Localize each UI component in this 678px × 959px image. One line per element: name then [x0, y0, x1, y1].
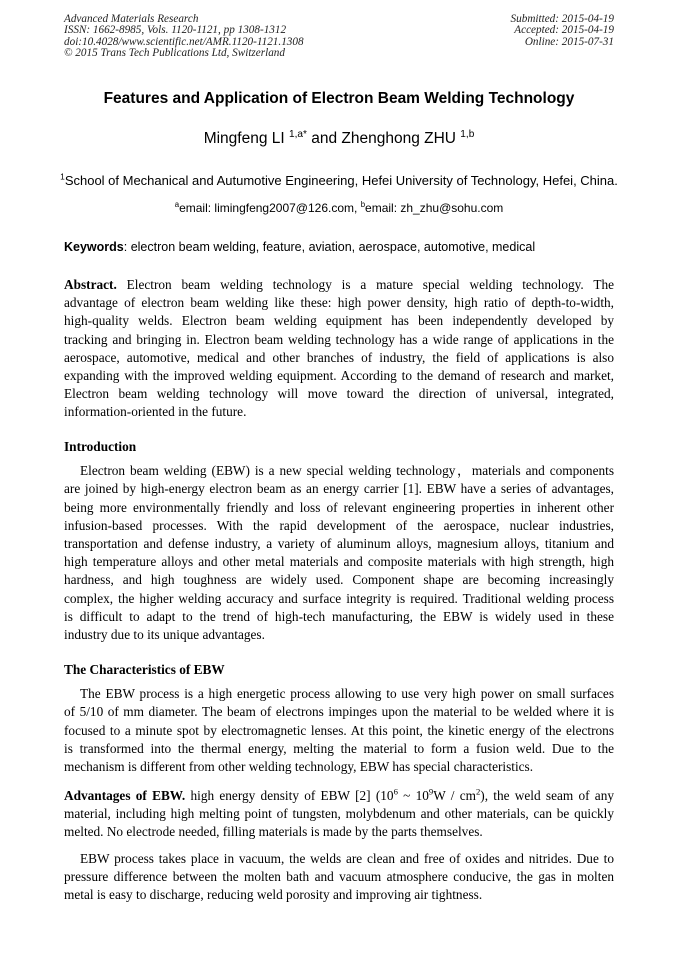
advantages-line [64, 787, 614, 805]
email-b: email: zh_zhu@sohu.com [365, 201, 504, 215]
vacuum-line: pressure difference between the molten bath and vacuum atmosphere conducive, the gas in molten [64, 869, 614, 885]
sup: 2 [475, 786, 481, 797]
introduction-section [64, 438, 614, 644]
vacuum-paragraph [64, 850, 614, 905]
keywords-label: Keywords [64, 240, 124, 254]
keywords [64, 238, 614, 256]
introduction-heading: Introduction [64, 439, 137, 454]
author-2: Zhenghong ZHU [341, 130, 456, 147]
intro-line: industry due to its unique advantages. [64, 627, 265, 643]
intro-line: transportation and defense industry, a variety of aluminum alloys, magnesium alloys, titanium and [64, 536, 614, 552]
vacuum-line: EBW process takes place in vacuum, the welds are clean and free of oxides and nitrides. Due to [80, 851, 614, 866]
abstract-line: aerospace, automotive, medical and other branches of industry, the field of applications is also [64, 349, 614, 365]
issn: ISSN: 1662-8985, Vols. 1120-1121, pp 1308-1312 [64, 24, 287, 37]
and-text: and [306, 130, 342, 147]
author-2-sup: 1,b [460, 128, 475, 140]
sup: 9 [428, 786, 434, 797]
abstract [64, 276, 614, 422]
abstract-line: advantage of electron beam welding like these: high power density, high ratio of depth-to-width, [64, 295, 614, 311]
intro-line: being more environmentally friendly and loss of relevant engineering properties in inherent other [64, 499, 614, 515]
adv-text: high energy density of EBW [2] (10 [185, 788, 394, 803]
affiliation-text: School of Mechanical and Autumotive Engineering, Hefei University of Technology, Hefei, China. [64, 173, 618, 188]
author-1: Mingfeng LI [203, 130, 285, 147]
char-line: is transformed into the thermal energy, melting the material to form a fusion weld. Due to the [64, 740, 614, 756]
journal-name: Advanced Materials Research [64, 13, 199, 25]
email-b-sup: b [360, 200, 366, 209]
emails [0, 201, 678, 215]
intro-line: hardness, and high toughness are widely used. Component shape are becoming increasingly [64, 572, 614, 588]
affiliation [0, 173, 678, 188]
characteristics-section [64, 661, 614, 776]
advantages-paragraph [64, 787, 614, 842]
advantages-line: material, including high melting point of tungsten, molybdenum and other materials, can be quickly [64, 806, 614, 822]
adv-text: ~ 10 [397, 788, 429, 803]
doi: doi:10.4028/www.scientific.net/AMR.1120-1121.1308 [64, 35, 304, 48]
online-date: Online: 2015-07-31 [524, 35, 614, 48]
abstract-line: expanding with the improved welding equipment. According to the demand of research and market, [64, 368, 614, 384]
sup: 6 [393, 786, 398, 797]
char-line: of 5/10 of mm diameter. The beam of electrons impinges upon the material to be welded where it is [64, 704, 614, 720]
authors [0, 130, 678, 148]
abstract-line: Electron beam welding technology will move toward the direction of universal, integrated, [64, 386, 614, 402]
characteristics-heading: The Characteristics of EBW [64, 662, 225, 677]
intro-line: high temperature alloys and other metal materials and composite materials with high strength, high [64, 554, 614, 570]
abstract-line: information-oriented in the future. [64, 404, 247, 420]
intro-line: complex, the higher welding accuracy and surface integrity is required. Traditional welding process [64, 590, 614, 606]
advantages-label: Advantages of EBW. [64, 788, 186, 803]
adv-text: ), the weld seam of any [480, 788, 615, 803]
advantages-line: melted. No electrode needed, filling materials is made by the parts themselves. [64, 824, 483, 840]
copyright: © 2015 Trans Tech Publications Ltd, Switzerland [64, 47, 285, 60]
affiliation-sup: 1 [60, 171, 65, 182]
paper-title: Features and Application of Electron Beam Welding Technology [103, 90, 575, 107]
intro-line: are joined by high-energy electron beam as an energy carrier [1]. EBW have a series of advantages, [64, 481, 614, 497]
char-line: mechanism is different from other welding technology, EBW has special characteristics. [64, 759, 534, 775]
keywords-text: : electron beam welding, feature, aviation, aerospace, automotive, medical [123, 240, 536, 254]
email-a-sup: a [174, 200, 180, 209]
abstract-text: Electron beam welding technology is a mature special welding technology. The [116, 277, 614, 292]
accepted-date: Accepted: 2015-04-19 [514, 24, 614, 37]
abstract-label: Abstract. [64, 277, 117, 292]
vacuum-line: metal is easy to discharge, reducing weld porosity and improving air tightness. [64, 887, 483, 903]
adv-text: W / cm [433, 788, 476, 803]
char-line: focused to a minute spot by electromagnetic lenses. At this point, the kinetic energy of the electrons [64, 722, 614, 738]
intro-line: infusion-based processes. With the rapid development of the aerospace, nuclear industries, [64, 517, 614, 533]
journal-info [64, 14, 304, 60]
abstract-line [64, 276, 614, 294]
author-1-sup: 1,a* [289, 128, 307, 140]
intro-line: is difficult to adapt to the trend of high-tech manufacturing, the EBW is widely used in these [64, 608, 614, 624]
char-line: The EBW process is a high energetic process allowing to use very high power on small surfaces [80, 686, 614, 702]
email-a: email: limingfeng2007@126.com, [179, 201, 361, 215]
abstract-line: high-quality welds. Electron beam welding equipment has been independently developed by [64, 313, 614, 329]
submitted-date: Submitted: 2015-04-19 [510, 13, 614, 25]
intro-line: Electron beam welding (EBW) is a new special welding technology，materials and components [80, 463, 614, 479]
dates-info [511, 14, 614, 48]
abstract-line: tracking and bringing in. Electron beam welding technology has a wide range of applications in the [64, 331, 614, 347]
